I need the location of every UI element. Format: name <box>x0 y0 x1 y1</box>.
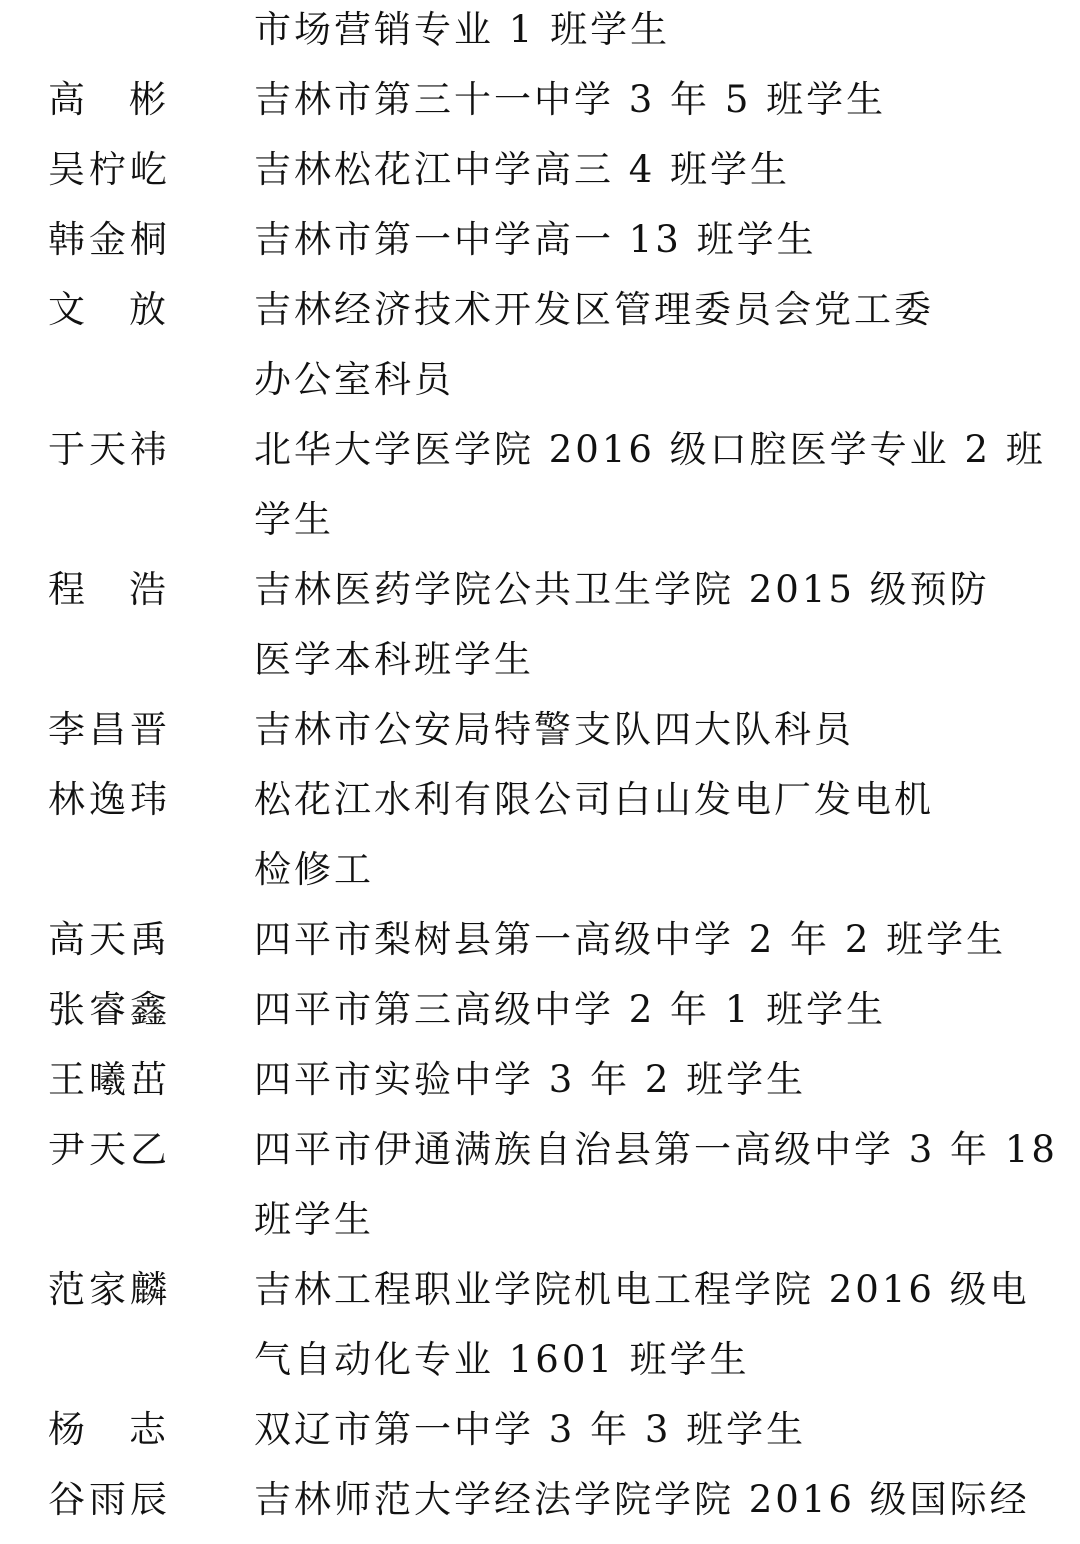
person-name: 吴柠屹 <box>48 148 171 191</box>
person-name: 杨志 <box>48 1408 210 1451</box>
person-name: 范家麟 <box>48 1268 171 1311</box>
person-affiliation <box>254 1124 1058 1264</box>
person-affiliation <box>254 144 1044 214</box>
affiliation-line: 四平市实验中学 3 年 2 班学生 <box>254 1058 807 1101</box>
person-affiliation <box>254 564 1044 704</box>
person-affiliation <box>254 704 1044 774</box>
person-name: 尹天乙 <box>48 1128 171 1171</box>
affiliation-line: 吉林经济技术开发区管理委员会党工委 <box>254 288 934 331</box>
affiliation-line: 四平市伊通满族自治县第一高级中学 3 年 18 <box>254 1128 1058 1171</box>
affiliation-line: 检修工 <box>254 848 374 891</box>
person-affiliation <box>254 214 1044 284</box>
affiliation-line: 吉林医药学院公共卫生学院 2015 级预防 <box>254 568 990 611</box>
person-name: 文放 <box>48 288 210 331</box>
affiliation-line: 吉林市第三十一中学 3 年 5 班学生 <box>254 78 887 121</box>
affiliation-line: 吉林市公安局特警支队四大队科员 <box>254 708 854 751</box>
person-affiliation <box>254 74 1044 144</box>
person-name: 王曦茁 <box>48 1058 171 1101</box>
affiliation-line: 办公室科员 <box>254 358 454 401</box>
affiliation-line: 四平市第三高级中学 2 年 1 班学生 <box>254 988 887 1031</box>
affiliation-line: 吉林松花江中学高三 4 班学生 <box>254 148 791 191</box>
person-affiliation <box>254 1404 1044 1474</box>
person-name: 谷雨辰 <box>48 1478 171 1521</box>
affiliation-line: 医学本科班学生 <box>254 638 534 681</box>
affiliation-line: 松花江水利有限公司白山发电厂发电机 <box>254 778 934 821</box>
person-affiliation <box>254 1474 1044 1544</box>
person-affiliation <box>254 4 1044 74</box>
person-affiliation <box>254 984 1044 1054</box>
person-name: 林逸玮 <box>48 778 171 821</box>
person-name: 高天禹 <box>48 918 171 961</box>
affiliation-line: 班学生 <box>254 1198 374 1241</box>
person-name: 程浩 <box>48 568 210 611</box>
person-affiliation <box>254 424 1044 564</box>
affiliation-line: 学生 <box>254 498 334 541</box>
affiliation-line: 吉林市第一中学高一 13 班学生 <box>254 218 817 261</box>
person-name: 韩金桐 <box>48 218 171 261</box>
person-affiliation <box>254 284 1044 424</box>
affiliation-line: 吉林师范大学经法学院学院 2016 级国际经 <box>254 1478 1030 1521</box>
person-name: 高彬 <box>48 78 210 121</box>
affiliation-line: 双辽市第一中学 3 年 3 班学生 <box>254 1408 807 1451</box>
affiliation-line: 吉林工程职业学院机电工程学院 2016 级电 <box>254 1268 1030 1311</box>
person-affiliation <box>254 914 1044 984</box>
affiliation-line: 北华大学医学院 2016 级口腔医学专业 2 班 <box>254 428 1046 471</box>
person-name: 张睿鑫 <box>48 988 171 1031</box>
person-name: 李昌晋 <box>48 708 171 751</box>
person-name: 于天祎 <box>48 428 171 471</box>
affiliation-line: 四平市梨树县第一高级中学 2 年 2 班学生 <box>254 918 1007 961</box>
person-affiliation <box>254 774 1044 914</box>
affiliation-line: 市场营销专业 1 班学生 <box>254 8 671 51</box>
person-affiliation <box>254 1054 1044 1124</box>
affiliation-line: 气自动化专业 1601 班学生 <box>254 1338 750 1381</box>
person-affiliation <box>254 1264 1044 1404</box>
